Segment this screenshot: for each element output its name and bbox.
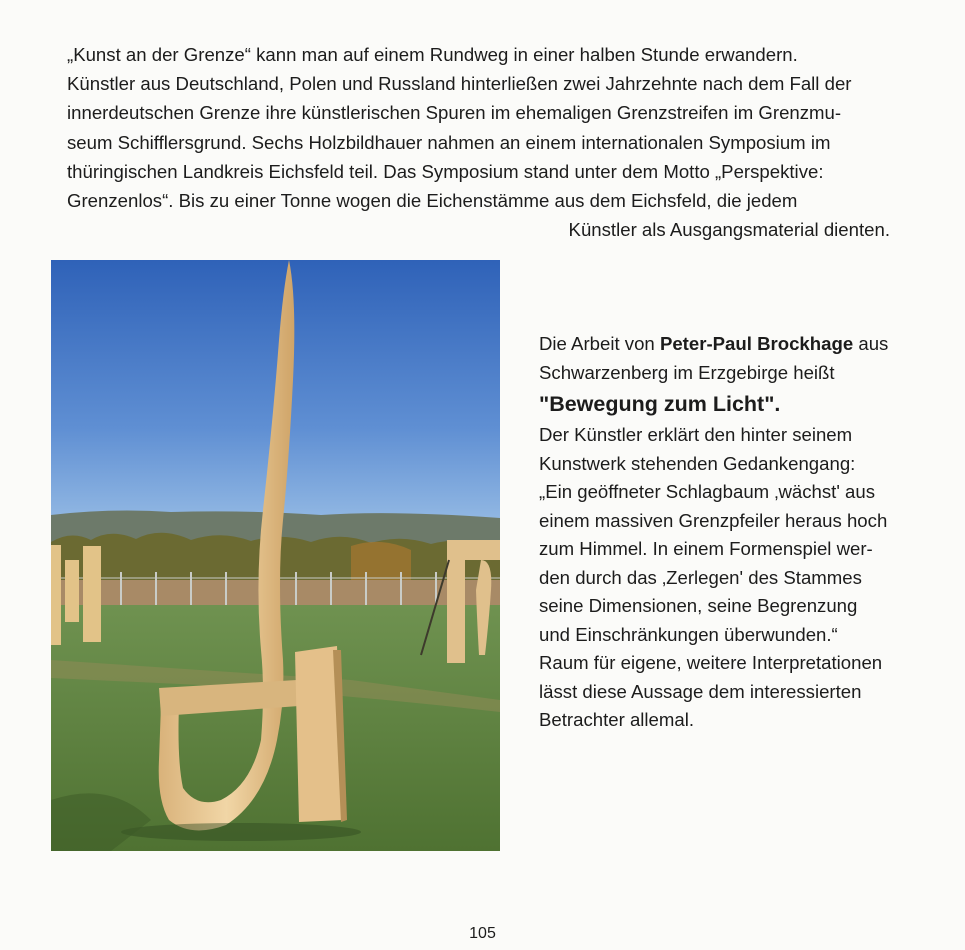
description-line: „Ein geöffneter Schlagbaum ‚wächst' aus — [539, 481, 876, 502]
description-line: Kunstwerk stehenden Gedankengang: — [539, 452, 856, 474]
intro-paragraph — [67, 40, 927, 244]
description-line: Der Künstler erklärt den hinter seinem — [539, 424, 853, 445]
artist-line — [539, 330, 949, 359]
description-line: den durch das ‚Zerlegen' des Stammes — [539, 566, 862, 588]
artist-line-suffix: aus — [853, 333, 889, 354]
intro-line: Grenzenlos“. Bis zu einer Tonne wogen die Eichenstämme aus dem Eichsfeld, die jedem — [67, 190, 798, 212]
description-line: seine Dimensionen, seine Begrenzung — [539, 595, 858, 616]
sculpture-photo — [51, 260, 500, 851]
work-title: "Bewegung zum Licht". — [539, 392, 781, 416]
artist-name: Peter-Paul Brockhage — [659, 333, 854, 354]
description-line: Raum für eigene, weitere Interpretationen — [539, 652, 883, 673]
description-line: lässt diese Aussage dem interessierten — [539, 680, 862, 702]
description-line: Betrachter allemal. — [539, 709, 695, 730]
description-line: einem massiven Grenzpfeiler heraus hoch — [539, 509, 888, 531]
intro-line: thüringischen Landkreis Eichsfeld teil. Das Symposium stand unter dem Motto „Perspektive: — [67, 160, 824, 182]
sculpture-photo-drawing — [51, 260, 500, 851]
artist-origin: Schwarzenberg im Erzgebirge heißt — [539, 361, 835, 383]
intro-line: „Kunst an der Grenze“ kann man auf einem Rundweg in einer halben Stunde erwandern. — [67, 44, 798, 65]
description-line: zum Himmel. In einem Formenspiel wer- — [539, 538, 873, 559]
artist-line-prefix: Die Arbeit von — [539, 333, 660, 354]
description-line: und Einschränkungen überwunden.“ — [539, 623, 838, 645]
intro-line: innerdeutschen Grenze ihre künstlerischen Spuren im ehemaligen Grenzstreifen im Grenzmu- — [67, 102, 842, 124]
intro-line: Künstler als Ausgangsmaterial dienten. — [568, 219, 890, 241]
artwork-description — [539, 330, 949, 735]
intro-line: Künstler aus Deutschland, Polen und Russland hinterließen zwei Jahrzehnte nach dem Fall der — [67, 73, 852, 95]
ground-shadow — [121, 823, 361, 841]
intro-line: seum Schifflersgrund. Sechs Holzbildhauer nahmen an einem internationalen Symposium im — [67, 131, 831, 153]
page-number: 105 — [469, 925, 496, 942]
